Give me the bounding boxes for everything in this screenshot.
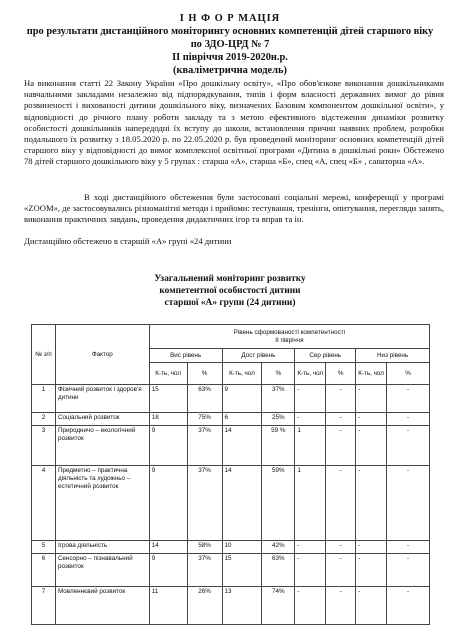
cell-medium-count: - bbox=[295, 554, 326, 587]
cell-sufficient-count: 14 bbox=[222, 466, 262, 541]
row-number: 2 bbox=[32, 413, 56, 426]
paragraph-1: На виконання статті 22 Закону України «Про дошкільну освіту», «Про обов'язкове виконання дошкільниками навчальними закладами незалежно від підпорядкування, типів і форм власності державних вимог до рівня розвиненості і вихованості дитини дошкільного віку, визначених Базовим компонентом дошкільної освіти», у відповідності до річного плану роботи закладу та з метою ефективного відстеження динаміки розвитку особистості дошкільників напередодні їх вступу до школи, встановлення причин наявних проблем, розробки подальшого їх розвитку з 18.05.2020 р. по 22.05.2020 р. був проведений моніторинг основних компетенцій дітей старшого віку у відповідності до вимог комплексної освітньої програми «Дитина в дошкільні роки» Обстежено 78 дітей старшого дошкільного віку у 5 групах : старша «А», старша «Б», спец «А, спец «Б» , санаторна «А». bbox=[24, 78, 444, 167]
table-row bbox=[32, 541, 430, 554]
table-title-1: Узагальнений моніторинг розвитку bbox=[154, 274, 306, 284]
row-number: 7 bbox=[32, 587, 56, 625]
cell-low-count: - bbox=[356, 413, 387, 426]
subheader-percent: % bbox=[187, 363, 222, 385]
cell-sufficient-count: 14 bbox=[222, 426, 262, 466]
subheader-count: К-ть, чол bbox=[295, 363, 326, 385]
row-factor: Сенсорно – пізнавальний розвиток bbox=[55, 554, 149, 587]
cell-medium-percent: - bbox=[326, 587, 356, 625]
subheader-count: К-ть, чол bbox=[356, 363, 387, 385]
table-title-2: компетентної особистості дитини bbox=[159, 286, 301, 296]
cell-sufficient-count: 9 bbox=[222, 385, 262, 413]
row-factor: Мовленнєвий розвиток bbox=[55, 587, 149, 625]
header-factor: Фактор bbox=[55, 325, 149, 385]
doc-institution: по ЗДО-ЦРД № 7 bbox=[190, 39, 270, 50]
cell-high-percent: 37% bbox=[187, 466, 222, 541]
cell-medium-percent: - bbox=[326, 385, 356, 413]
cell-high-percent: 75% bbox=[187, 413, 222, 426]
cell-sufficient-count: 15 bbox=[222, 554, 262, 587]
header-level-high: Вис рівень bbox=[149, 349, 222, 363]
cell-medium-count: - bbox=[295, 541, 326, 554]
cell-high-count: 15 bbox=[149, 385, 187, 413]
cell-medium-count: - bbox=[295, 385, 326, 413]
row-number: 3 bbox=[32, 426, 56, 466]
row-factor: Природничо – екологічний розвиток bbox=[55, 426, 149, 466]
cell-low-count: - bbox=[356, 466, 387, 541]
cell-high-percent: 26% bbox=[187, 587, 222, 625]
row-number: 1 bbox=[32, 385, 56, 413]
table-title-3: старшої «А» групи (24 дитини) bbox=[164, 298, 296, 308]
table-row bbox=[32, 426, 430, 466]
cell-high-percent: 37% bbox=[187, 554, 222, 587]
cell-high-count: 9 bbox=[149, 554, 187, 587]
cell-sufficient-count: 10 bbox=[222, 541, 262, 554]
cell-high-count: 9 bbox=[149, 426, 187, 466]
row-factor: Предметно – практична діяльність та художньо – естетичний розвиток bbox=[55, 466, 149, 541]
cell-low-percent: - bbox=[387, 541, 430, 554]
cell-high-percent: 58% bbox=[187, 541, 222, 554]
cell-low-percent: - bbox=[387, 385, 430, 413]
cell-medium-percent: - bbox=[326, 426, 356, 466]
cell-sufficient-percent: 59 % bbox=[262, 426, 295, 466]
cell-low-count: - bbox=[356, 587, 387, 625]
table-row bbox=[32, 413, 430, 426]
table-row bbox=[32, 587, 430, 625]
cell-low-percent: - bbox=[387, 413, 430, 426]
header-number: № з/п bbox=[32, 325, 56, 385]
subheader-count: К-ть, чол bbox=[222, 363, 262, 385]
subheader-percent: % bbox=[262, 363, 295, 385]
cell-low-percent: - bbox=[387, 554, 430, 587]
row-factor: Фізичний розвиток і здоров'я дитини bbox=[55, 385, 149, 413]
cell-low-percent: - bbox=[387, 426, 430, 466]
doc-period: ІІ півріччя 2019-2020н.р. bbox=[172, 52, 288, 63]
cell-high-count: 11 bbox=[149, 587, 187, 625]
doc-title: І Н Ф О Р МАЦІЯ bbox=[179, 13, 281, 24]
cell-high-count: 9 bbox=[149, 466, 187, 541]
paragraph-3: Дистанційно обстежено в старшій «А» групі «24 дитини bbox=[24, 236, 232, 246]
cell-medium-count: - bbox=[295, 587, 326, 625]
doc-model: (кваліметрична модель) bbox=[173, 65, 287, 76]
cell-medium-percent: - bbox=[326, 413, 356, 426]
cell-medium-count: 1 bbox=[295, 466, 326, 541]
cell-low-count: - bbox=[356, 541, 387, 554]
row-factor: Соціальний розвиток bbox=[55, 413, 149, 426]
cell-sufficient-percent: 25% bbox=[262, 413, 295, 426]
cell-sufficient-percent: 59% bbox=[262, 466, 295, 541]
cell-medium-percent: - bbox=[326, 466, 356, 541]
row-number: 5 bbox=[32, 541, 56, 554]
table-row bbox=[32, 385, 430, 413]
cell-low-count: - bbox=[356, 426, 387, 466]
header-level-sufficient: Дост рівень bbox=[222, 349, 295, 363]
cell-sufficient-percent: 63% bbox=[262, 554, 295, 587]
row-number: 4 bbox=[32, 466, 56, 541]
doc-subtitle: про результати дистанційного моніторингу основних компетенцій дітей старшого віку bbox=[26, 26, 434, 37]
subheader-percent: % bbox=[387, 363, 430, 385]
cell-medium-percent: - bbox=[326, 541, 356, 554]
subheader-count: К-ть, чол bbox=[149, 363, 187, 385]
cell-high-percent: 63% bbox=[187, 385, 222, 413]
paragraph-2: В ході дистанційного обстеження були застосовані соціальні мережі, конференції у програмі «ZOOM», де застосовувались різноманітні методи і прийоми: тестування, тренінги, опитування, перегляди занять, виконання практичних завдань, проведення дидактичних ігор та вправ та ін. bbox=[24, 192, 444, 225]
table-row bbox=[32, 554, 430, 587]
cell-high-percent: 37% bbox=[187, 426, 222, 466]
cell-low-count: - bbox=[356, 385, 387, 413]
cell-sufficient-percent: 42% bbox=[262, 541, 295, 554]
row-factor: Ігрова діяльність bbox=[55, 541, 149, 554]
cell-high-count: 14 bbox=[149, 541, 187, 554]
cell-low-percent: - bbox=[387, 587, 430, 625]
cell-sufficient-count: 6 bbox=[222, 413, 262, 426]
header-level-group-title: Рівень сформованості компетентності bbox=[233, 328, 346, 336]
cell-sufficient-percent: 74% bbox=[262, 587, 295, 625]
cell-medium-percent: - bbox=[326, 554, 356, 587]
header-level-medium: Сер рівень bbox=[295, 349, 356, 363]
cell-sufficient-percent: 37% bbox=[262, 385, 295, 413]
subheader-percent: % bbox=[326, 363, 356, 385]
cell-high-count: 18 bbox=[149, 413, 187, 426]
monitoring-table bbox=[31, 324, 430, 625]
cell-sufficient-count: 13 bbox=[222, 587, 262, 625]
cell-low-count: - bbox=[356, 554, 387, 587]
header-level-low: Низ рівень bbox=[356, 349, 430, 363]
cell-low-percent: - bbox=[387, 466, 430, 541]
cell-medium-count: 1 bbox=[295, 426, 326, 466]
header-level-group bbox=[149, 325, 429, 349]
table-row bbox=[32, 466, 430, 541]
header-level-group-period: ІІ півріччя bbox=[275, 336, 304, 344]
row-number: 6 bbox=[32, 554, 56, 587]
cell-medium-count: - bbox=[295, 413, 326, 426]
